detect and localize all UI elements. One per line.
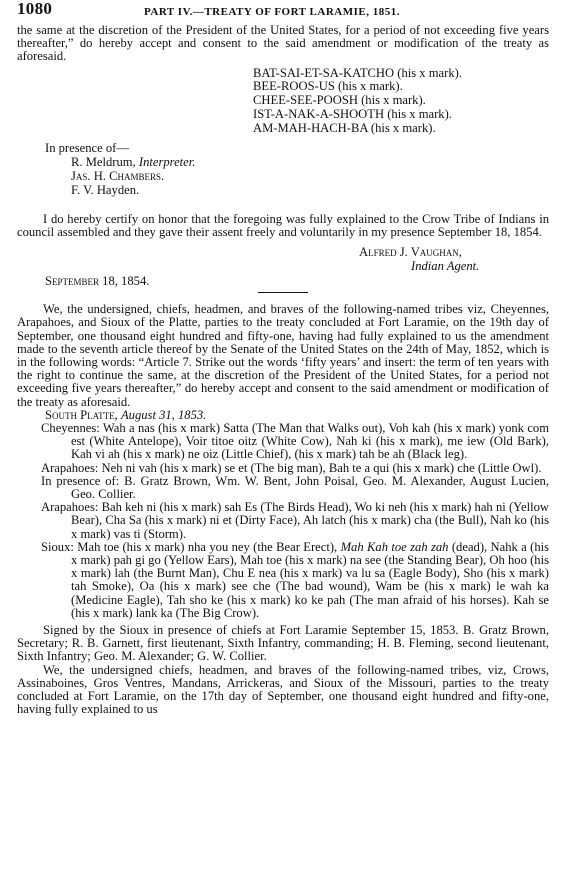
witness-block [45, 141, 549, 197]
page-number: 1080 [17, 0, 53, 18]
sioux-entry [17, 541, 549, 620]
document-page [17, 2, 549, 717]
tribe-label: Cheyennes: [41, 421, 100, 436]
cheyennes-entry [17, 422, 549, 462]
signer: BAT-SAI-ET-SA-KATCHO (his x mark). [253, 65, 462, 80]
tribe-signers-a: Mah toe (his x mark) nha you ney (the Bear Erect), [77, 539, 338, 554]
place: South Platte, [45, 407, 118, 422]
witness-3: F. V. Hayden. [71, 182, 140, 197]
signer: IST-A-NAK-A-SHOOTH (his x mark). [253, 107, 452, 121]
section-divider [258, 292, 308, 293]
date: August 31, 1853. [120, 407, 207, 422]
signed-paragraph: Signed by the Sioux in presence of chiefs at Fort Laramie September 15, 1853. B. Gratz Brown, Secretary; R. B. Garnett, first lieutenant, Sixth Infantry, commanding; H. B. Fleming, second lieutenant, Sixth Infantry; Geo. M. Alexander; G. W. Collier. [17, 623, 549, 664]
signer: AM-MAH-HACH-BA (his x mark). [253, 120, 436, 135]
signer: CHEE-SEE-POOSH (his x mark). [253, 93, 426, 108]
platte-tribes-paragraph: We, the undersigned, chiefs, headmen, and braves of the following-named tribes viz, Cheyennes, Arapahoes, and Sioux of the Platte, parties to the treaty concluded at Fort Laramie, on the 19th day of September, one thousand eight hundred and fifty-one, having had fully explained to us the amendment made to the seventh article thereof by the Senate of the United States on the 24th of May, 1852, which is in the following words: “Article 7. Strike out the words ‘fifty years’ and insert: the term of ten years with the right to continue the same, at the discretion of the President of the United States, for a period not exceeding five years thereafter,” do hereby accept and consent to the said amendment or modification of the treaty as aforesaid. [17, 302, 549, 409]
signer: BEE-ROOS-US (his x mark). [253, 79, 403, 94]
tribe-signers: Neh ni vah (his x mark) se et (The big man), Bah te a qui (his x mark) che (Little Owl). [101, 460, 542, 475]
running-head: PART IV.—TREATY OF FORT LARAMIE, 1851. [144, 6, 400, 18]
tribe-signers-b: (dead), Nahk a (his x mark) pah gi go (Yellow Ears), Mah toe (his x mark) na see (the Standing Bear), Oh hoo (his x mark) lah (the Burnt Man), Chu E nea (his x mark) va lu sa (Eagle Body), Sho (his x mark) tah Smoke), Oa (his x mark) see che (The bad wound), Wam be (his x mark) le wah ka (Medicine Eagle), Tah sho ke (his x mark) ko ke pah (The man afraid of his horses). Kah se (his x mark) lank ka (The Big Crow). [71, 539, 550, 620]
missouri-tribes-paragraph: We, the undersigned chiefs, headmen, and braves of the following-named tribes, viz, Crows, Assinaboines, Gros Ventres, Mandans, Arrickeras, and Sioux of the Missouri, parties to the treaty concluded at Fort Laramie, on the 17th day of September, one thousand eight hundred and fifty-one, having fully explained to us [17, 662, 549, 717]
tribe-label: Arapahoes: [41, 460, 99, 475]
witness-1-name: R. Meldrum, [71, 154, 136, 169]
tribe-signers: Wah a nas (his x mark) Satta (The Man that Walks out), Voh kah (his x mark) yonk com est (White Antelope), Voir titoe oitz (White Cow), Nah ki (his x mark), me iew (Old Bark), Kah vi ah (his x mark) ne oiz (Little Chief), (his x mark) tah be ah (Black leg). [71, 421, 550, 462]
witness-1 [71, 155, 549, 169]
crow-signers-list [253, 67, 549, 136]
page-header [17, 2, 549, 24]
witness-1-role: Interpreter. [138, 154, 196, 169]
tribe-label: Arapahoes: [41, 500, 99, 515]
tribe-signers-italic: Mah Kah toe zah zah [340, 539, 449, 554]
agent-signature [359, 245, 549, 273]
tribe-label: Sioux: [41, 539, 74, 554]
witness-2: Jas. H. Chambers. [71, 168, 165, 183]
arapahoes-entry-2 [17, 501, 549, 541]
certification-date: September 18, 1854. [45, 274, 150, 288]
intro-paragraph: the same at the discretion of the President of the United States, for a period of not exceeding five years thereafter,” do hereby accept and consent to the said amendment or modification of the treaty as aforesaid. [17, 23, 549, 64]
agent-name: Alfred J. Vaughan, [359, 245, 462, 259]
certify-paragraph: I do hereby certify on honor that the foregoing was fully explained to the Crow Tribe of Indians in council assembled and they gave their assent freely and voluntarily in my presence September 18, 1854. [17, 211, 549, 239]
agent-title: Indian Agent. [411, 259, 480, 273]
presence-entry [17, 475, 549, 501]
presence-label: In presence of— [45, 140, 129, 155]
presence-label: In presence of: [41, 473, 120, 488]
presence-names: B. Gratz Brown, Wm. W. Bent, John Poisal, Geo. M. Alexander, August Lucien, Geo. Collier. [71, 473, 549, 502]
tribe-signers: Bah keh ni (his x mark) sah Es (The Birds Head), Wo ki neh (his x mark) hah ni (Yellow Bear), Cha Sa (his x mark) ni et (Dirty Face), Ah latch (his x mark) cha (the Bull), Nah ko (his x mark) vas ti (Storm). [71, 500, 549, 541]
